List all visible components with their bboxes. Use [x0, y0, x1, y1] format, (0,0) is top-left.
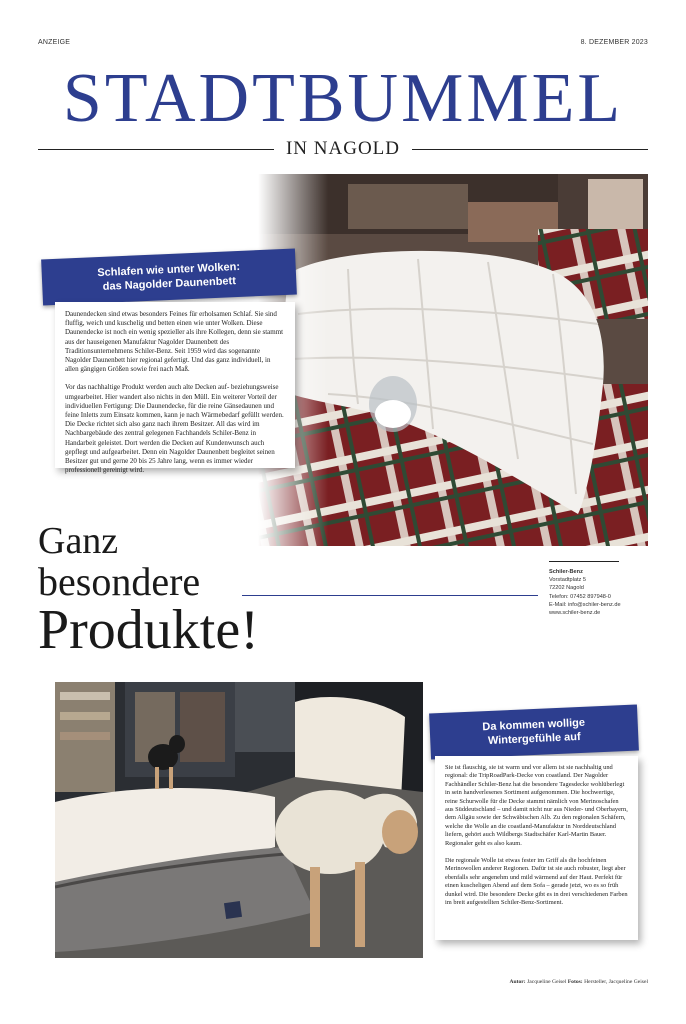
photo-credits — [509, 979, 648, 985]
author-label: Autor: — [509, 979, 526, 985]
contact-name: Schiler-Benz — [549, 569, 583, 575]
article2-heading-line1: Da kommen wollige — [482, 716, 586, 734]
article2-paragraph: Die regionale Wolle ist etwas fester im Griff als die hochfeinen Merinowollen anderer Regionen. Dafür ist sie auch robuster, liegt aber ebenfalls sehr angenehm und mild wärmend auf der Haut. Perfekt für einen kuscheligen Abend auf dem Sofa – gerade jetzt, wo es so früh dunkel wird. Die besondere Decke gibt es in drei verschiedenen Farben im breit aufgestellten Schiler-Benz-Sortiment. — [445, 857, 628, 907]
article1-paragraph: Daunendecken sind etwas besonders Feines für erholsamen Schlaf. Sie sind fluffig, weich und kuschelig und betten einen wie unter Wolken. Diese Daunendecke ist noch ein wenig spezieller als ihre Kollegen, denn sie stammt aus der hauseigenen Manufaktur Nagolder Daunenbett des Traditionsunternehmens Schiler-Benz. Seit 1959 wird das sogenannte Nagolder Daunenbett hier regional gefertigt. Und das ganz individuell, in allen gängigen Größen sowie frei nach Maß. — [65, 310, 284, 374]
article2-heading-banner — [429, 704, 639, 759]
photos-label: Fotos: — [567, 979, 583, 985]
article2-heading-line2: Wintergefühle auf — [487, 730, 581, 748]
divider-right — [412, 149, 648, 150]
article2-paragraph: Sie ist flauschig, sie ist warm und vor allem ist sie nachhaltig und regional: die TripRoadPark-Decke von coastland. Der Nagolder Fachhändler Schiler-Benz hat die besondere Tagesdecke wohlüberlegt in sein handverlesenes Sortiment aufgenommen. Die hochwertige, reine Schurwolle für die Decke stammt nämlich von Merinoschafen aus Süddeutschland – und damit nicht nur aus Nieder- und Oberbayern, dem Allgäu sowie der Schwäbischen Alb. Zu den regionalen Schäfern, welche die Wolle an die coastland-Manufaktur in Norddeutschland liefern, gehört auch Wildbergs Stadtschäfer Karl-Martin Bauer. Regionaler geht es also kaum. — [445, 764, 628, 847]
masthead-title: STADTBUMMEL — [62, 60, 624, 137]
author-name: Jacqueline Geisel — [527, 979, 567, 985]
wool-blanket-sheep-photo — [55, 682, 423, 958]
contact-phone: Telefon: 07452 897948-0 — [549, 593, 611, 600]
issue-date: 8. DEZEMBER 2023 — [580, 39, 648, 46]
ad-label: ANZEIGE — [38, 39, 71, 46]
contact-city: 72202 Nagold — [549, 585, 584, 592]
contact-street: Vorstadtplatz 5 — [549, 577, 587, 584]
headline-line2: besondere — [38, 559, 201, 604]
masthead-subtitle: IN NAGOLD — [285, 138, 400, 159]
article1-heading-line1: Schlafen wie unter Wolken: — [97, 260, 241, 280]
photos-credit: Hersteller, Jacqueline Geisel — [584, 979, 648, 985]
headline-line3: Produkte! — [38, 599, 259, 661]
contact-website[interactable]: www.schiler-benz.de — [549, 610, 601, 617]
article1-heading-line2: das Nagolder Daunenbett — [102, 275, 237, 293]
contact-email[interactable]: E-Mail: info@schiler-benz.de — [549, 601, 621, 608]
headline-rule — [242, 595, 538, 596]
contact-block — [549, 568, 649, 617]
headline-line1: Ganz — [38, 520, 119, 562]
contact-rule — [549, 561, 619, 562]
article1-body — [55, 302, 295, 475]
down-comforter-photo — [258, 174, 648, 546]
article1-paragraph: Vor das nachhaltige Produkt werden auch alte Decken auf- beziehungsweise umgearbeitet. Hier wandert also nichts in den Müll. Ein weiterer Vorteil der individuellen Fertigung: Die Daunendecke, für die reine Gänsedaunen und feine Inletts zum Einsatz kommen, kann je nach Wärmebedarf gefüllt werden. Die Decke richtet sich also ganz nach ihrem Besitzer. All das wird im Nachbargebäude des zentral gelegenen Fachhandels Schiler-Benz in Handarbeit geleistet. Dort werden die Decken auf Kundenwunsch auch gepflegt und aufgearbeitet. Denn ein Nagolder Daunenbett begleitet seinen Besitzer gut und gerne 20 bis 25 Jahre lang, wenn es immer wieder professionell gereinigt wird. — [65, 383, 284, 475]
article2-body — [435, 756, 638, 940]
